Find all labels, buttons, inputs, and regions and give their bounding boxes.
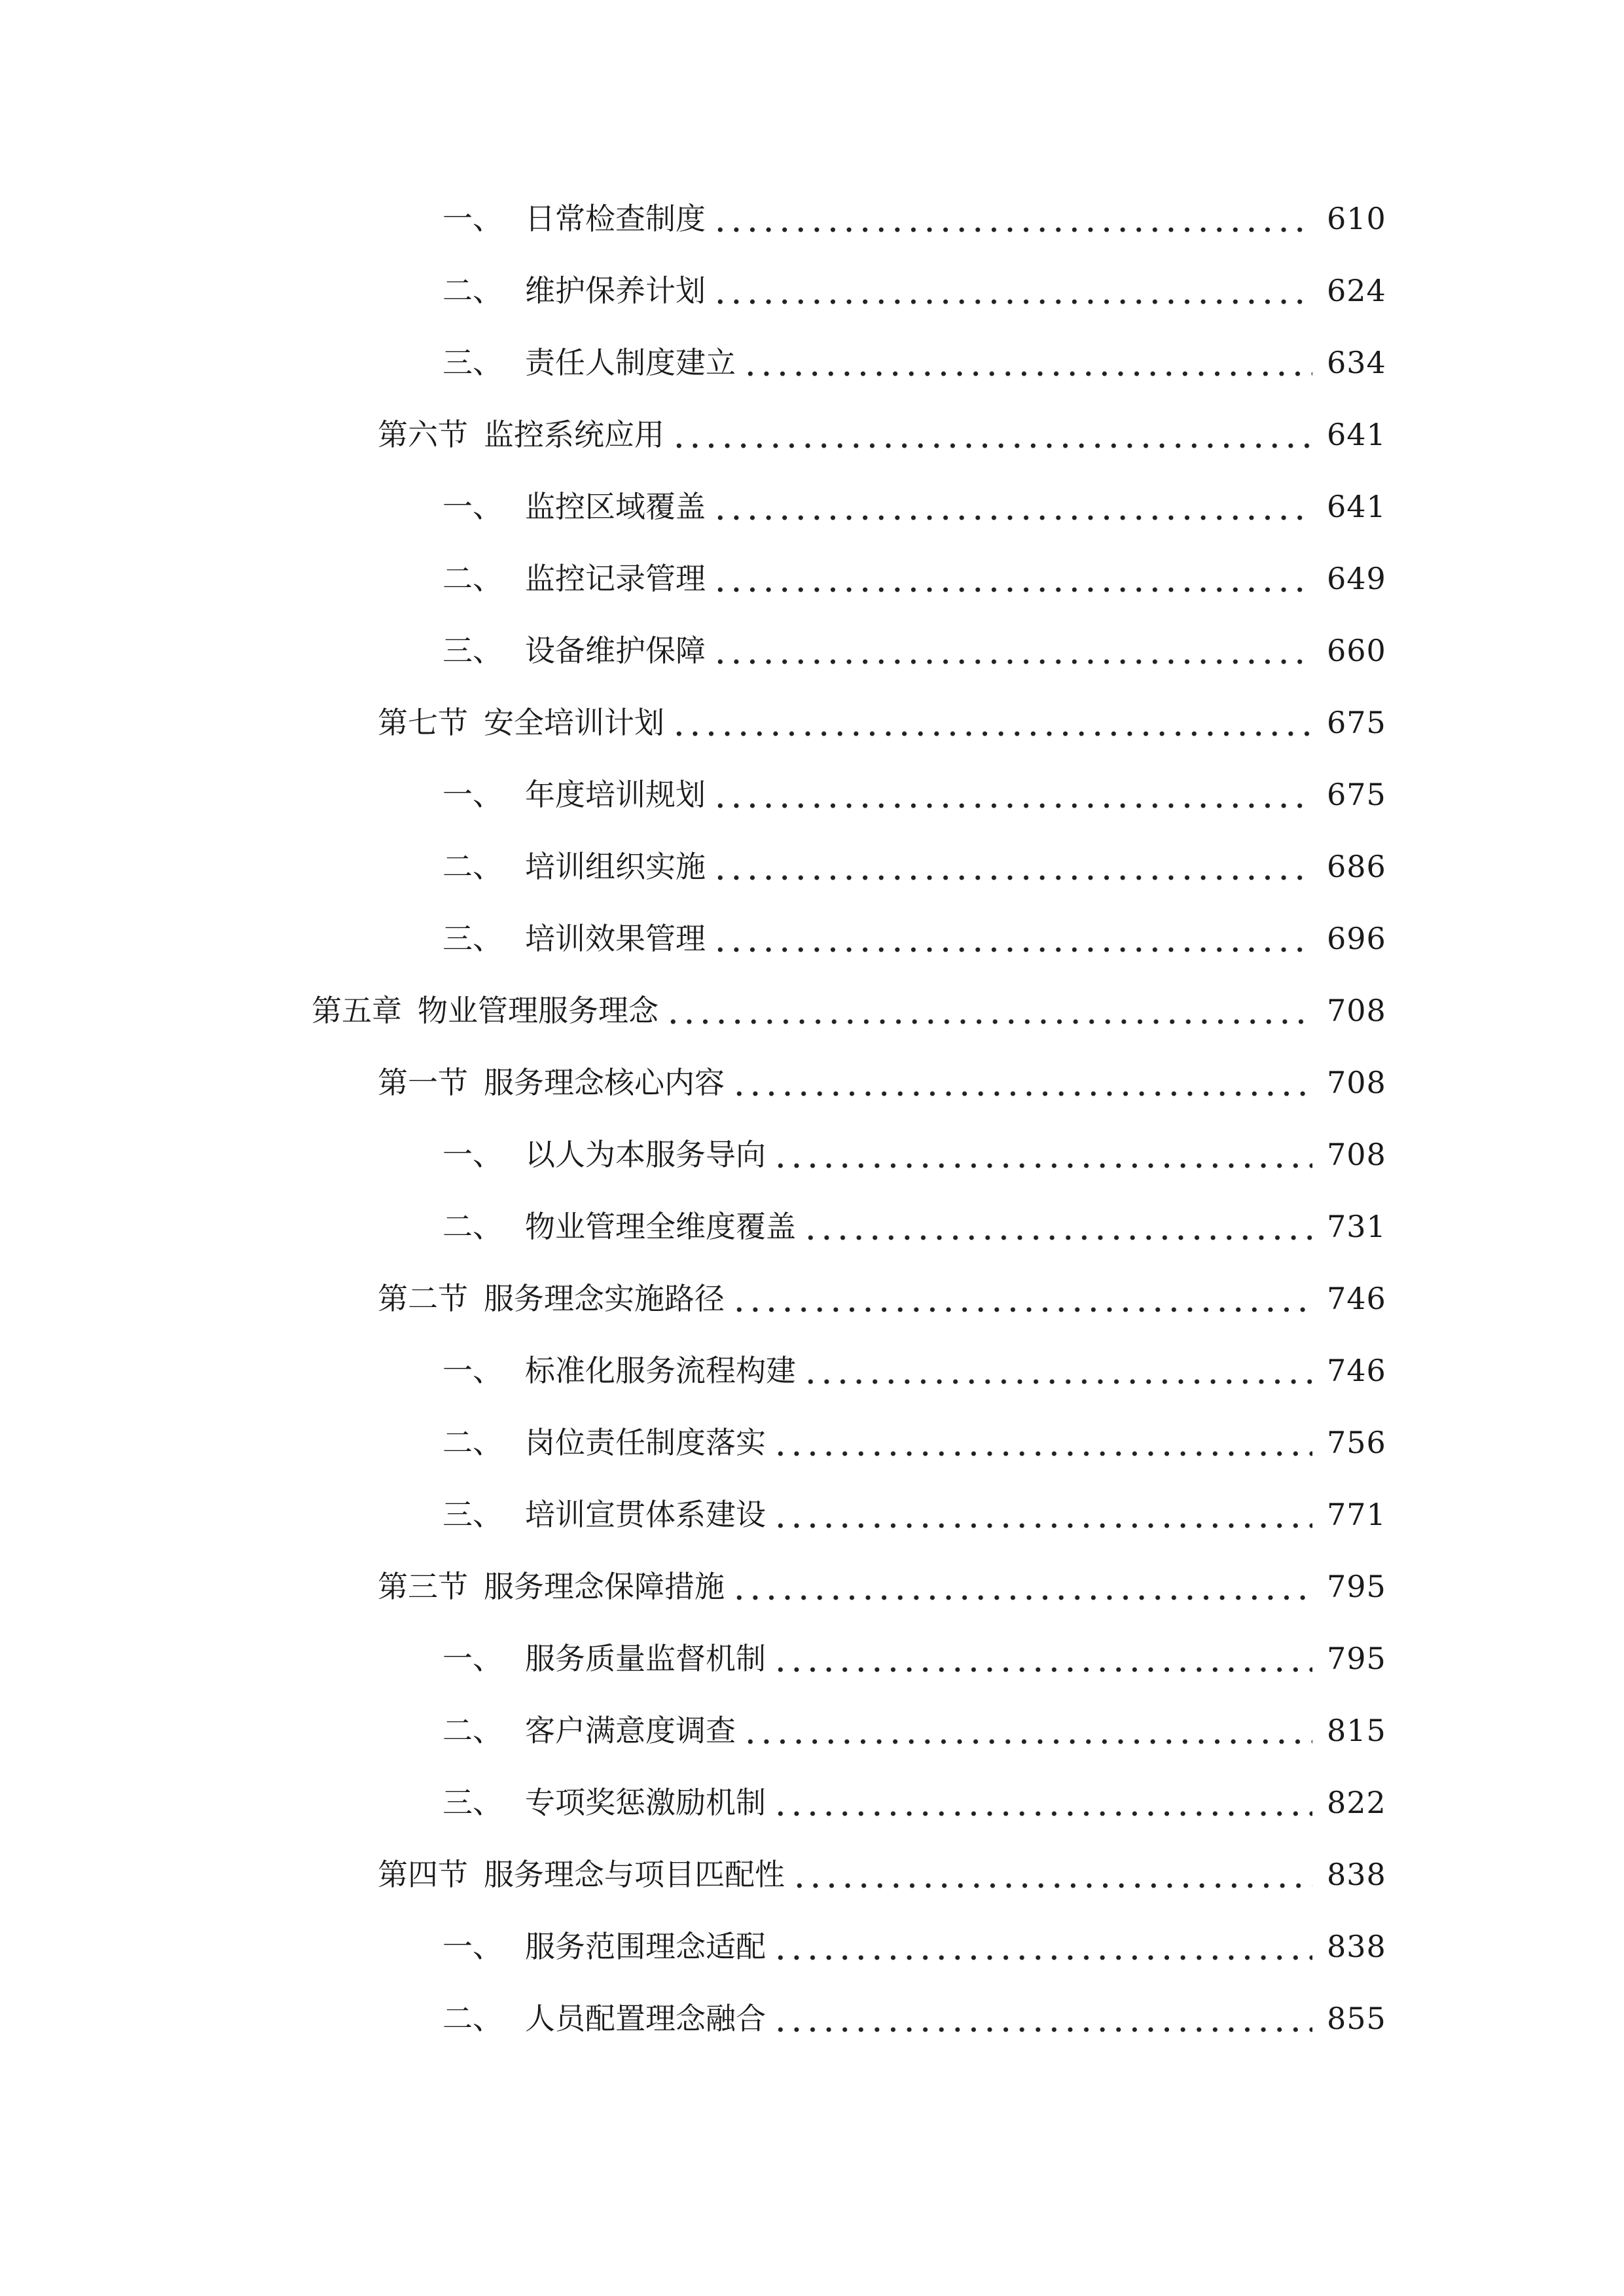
page-number: 771 — [1327, 1497, 1386, 1532]
entry-number: 三、 — [442, 633, 503, 668]
entry-number: 一、 — [442, 201, 503, 236]
entry-title: 责任人制度建立 — [525, 345, 736, 380]
dot-leader — [803, 1211, 1312, 1242]
page-number: 610 — [1327, 201, 1386, 236]
entry-number: 二、 — [442, 561, 503, 596]
dot-leader — [772, 1499, 1312, 1530]
entry-title: 设备维护保障 — [525, 633, 706, 668]
page-number: 838 — [1327, 1929, 1386, 1964]
toc-entry[interactable] — [442, 768, 1386, 821]
dot-leader — [772, 1787, 1312, 1818]
entry-number: 第三节 — [378, 1569, 468, 1604]
toc-entry[interactable] — [442, 1488, 1386, 1541]
dot-leader — [712, 852, 1312, 882]
dot-leader — [731, 1571, 1312, 1602]
toc-entry[interactable] — [442, 840, 1386, 893]
dot-leader — [731, 1067, 1312, 1098]
toc-entry[interactable] — [442, 1344, 1386, 1397]
toc-entry[interactable] — [312, 984, 1386, 1037]
entry-number: 第五章 — [312, 993, 402, 1028]
page-number: 795 — [1327, 1641, 1386, 1676]
toc-entry[interactable] — [442, 1776, 1386, 1829]
entry-title: 安全培训计划 — [484, 705, 664, 740]
page-number: 795 — [1327, 1569, 1386, 1604]
dot-leader — [742, 348, 1312, 378]
toc-entry[interactable] — [378, 408, 1386, 461]
page-number: 838 — [1327, 1857, 1386, 1892]
dot-leader — [712, 204, 1312, 234]
toc-entry[interactable] — [442, 1128, 1386, 1181]
dot-leader — [803, 1355, 1312, 1386]
entry-number: 二、 — [442, 1425, 503, 1460]
page-number: 822 — [1327, 1785, 1386, 1820]
page-number: 708 — [1327, 1065, 1386, 1100]
entry-number: 第六节 — [378, 417, 468, 452]
page-number: 746 — [1327, 1281, 1386, 1316]
dot-leader — [772, 1139, 1312, 1170]
toc-entry[interactable] — [442, 1632, 1386, 1685]
page-number: 756 — [1327, 1425, 1386, 1460]
page-number: 746 — [1327, 1353, 1386, 1388]
entry-title: 服务理念保障措施 — [484, 1569, 725, 1604]
entry-title: 监控记录管理 — [525, 561, 706, 596]
entry-title: 以人为本服务导向 — [525, 1137, 766, 1172]
page-number: 675 — [1327, 777, 1386, 812]
dot-leader — [712, 636, 1312, 666]
dot-leader — [665, 996, 1312, 1026]
page-number: 855 — [1327, 2001, 1386, 2036]
entry-title: 培训效果管理 — [525, 921, 706, 956]
entry-number: 二、 — [442, 1713, 503, 1748]
dot-leader — [712, 564, 1312, 594]
page-number: 649 — [1327, 561, 1386, 596]
dot-leader — [772, 2003, 1312, 2034]
entry-number: 二、 — [442, 2001, 503, 2036]
page-number: 731 — [1327, 1209, 1386, 1244]
dot-leader — [712, 276, 1312, 306]
entry-title: 物业管理服务理念 — [418, 993, 659, 1028]
toc-entry[interactable] — [378, 1848, 1386, 1901]
entry-number: 三、 — [442, 1497, 503, 1532]
page-number: 675 — [1327, 705, 1386, 740]
toc-entry[interactable] — [442, 192, 1386, 245]
page-number: 660 — [1327, 633, 1386, 668]
entry-title: 物业管理全维度覆盖 — [525, 1209, 796, 1244]
toc-entry[interactable] — [442, 336, 1386, 389]
entry-number: 二、 — [442, 273, 503, 308]
toc-entry[interactable] — [442, 912, 1386, 965]
entry-number: 二、 — [442, 1209, 503, 1244]
toc-entry[interactable] — [378, 696, 1386, 749]
dot-leader — [791, 1859, 1312, 1890]
entry-title: 服务理念与项目匹配性 — [484, 1857, 785, 1892]
entry-number: 三、 — [442, 345, 503, 380]
dot-leader — [772, 1643, 1312, 1674]
toc-entry[interactable] — [378, 1272, 1386, 1325]
entry-title: 客户满意度调查 — [525, 1713, 736, 1748]
entry-title: 培训宣贯体系建设 — [525, 1497, 766, 1532]
toc-entry[interactable] — [442, 1200, 1386, 1253]
entry-title: 培训组织实施 — [525, 849, 706, 884]
dot-leader — [731, 1283, 1312, 1314]
entry-title: 专项奖惩激励机制 — [525, 1785, 766, 1820]
dot-leader — [671, 708, 1312, 738]
entry-number: 一、 — [442, 1353, 503, 1388]
dot-leader — [772, 1931, 1312, 1962]
entry-title: 人员配置理念融合 — [525, 2001, 766, 2036]
entry-number: 三、 — [442, 1785, 503, 1820]
entry-title: 服务范围理念适配 — [525, 1929, 766, 1964]
page-number: 696 — [1327, 921, 1386, 956]
page-number: 624 — [1327, 273, 1386, 308]
entry-number: 第一节 — [378, 1065, 468, 1100]
toc-entry[interactable] — [442, 480, 1386, 533]
entry-number: 三、 — [442, 921, 503, 956]
toc-entry[interactable] — [442, 264, 1386, 317]
entry-title: 岗位责任制度落实 — [525, 1425, 766, 1460]
entry-number: 第七节 — [378, 705, 468, 740]
dot-leader — [712, 924, 1312, 954]
page-number: 634 — [1327, 345, 1386, 380]
entry-title: 监控区域覆盖 — [525, 489, 706, 524]
entry-number: 一、 — [442, 1641, 503, 1676]
dot-leader — [712, 780, 1312, 810]
toc-entry[interactable] — [442, 552, 1386, 605]
toc-entry[interactable] — [442, 1416, 1386, 1469]
entry-title: 监控系统应用 — [484, 417, 664, 452]
entry-title: 服务质量监督机制 — [525, 1641, 766, 1676]
dot-leader — [671, 420, 1312, 450]
entry-number: 一、 — [442, 489, 503, 524]
entry-number: 一、 — [442, 1137, 503, 1172]
page-number: 708 — [1327, 1137, 1386, 1172]
entry-title: 维护保养计划 — [525, 273, 706, 308]
toc-entry[interactable] — [442, 624, 1386, 677]
entry-title: 年度培训规划 — [525, 777, 706, 812]
page-number: 641 — [1327, 489, 1386, 524]
page-number: 708 — [1327, 993, 1386, 1028]
dot-leader — [712, 492, 1312, 522]
page-number: 641 — [1327, 417, 1386, 452]
entry-number: 二、 — [442, 849, 503, 884]
toc-entry[interactable] — [442, 1920, 1386, 1973]
entry-number: 一、 — [442, 777, 503, 812]
entry-number: 第四节 — [378, 1857, 468, 1892]
entry-number: 第二节 — [378, 1281, 468, 1316]
entry-title: 日常检查制度 — [525, 201, 706, 236]
toc-entry[interactable] — [442, 1704, 1386, 1757]
entry-number: 一、 — [442, 1929, 503, 1964]
entry-title: 标准化服务流程构建 — [525, 1353, 796, 1388]
toc-entry[interactable] — [378, 1056, 1386, 1109]
page-number: 686 — [1327, 849, 1386, 884]
dot-leader — [772, 1427, 1312, 1458]
page-number: 815 — [1327, 1713, 1386, 1748]
entry-title: 服务理念实施路径 — [484, 1281, 725, 1316]
toc-entry[interactable] — [378, 1560, 1386, 1613]
entry-title: 服务理念核心内容 — [484, 1065, 725, 1100]
dot-leader — [742, 1715, 1312, 1746]
toc-entry[interactable] — [442, 1992, 1386, 2045]
